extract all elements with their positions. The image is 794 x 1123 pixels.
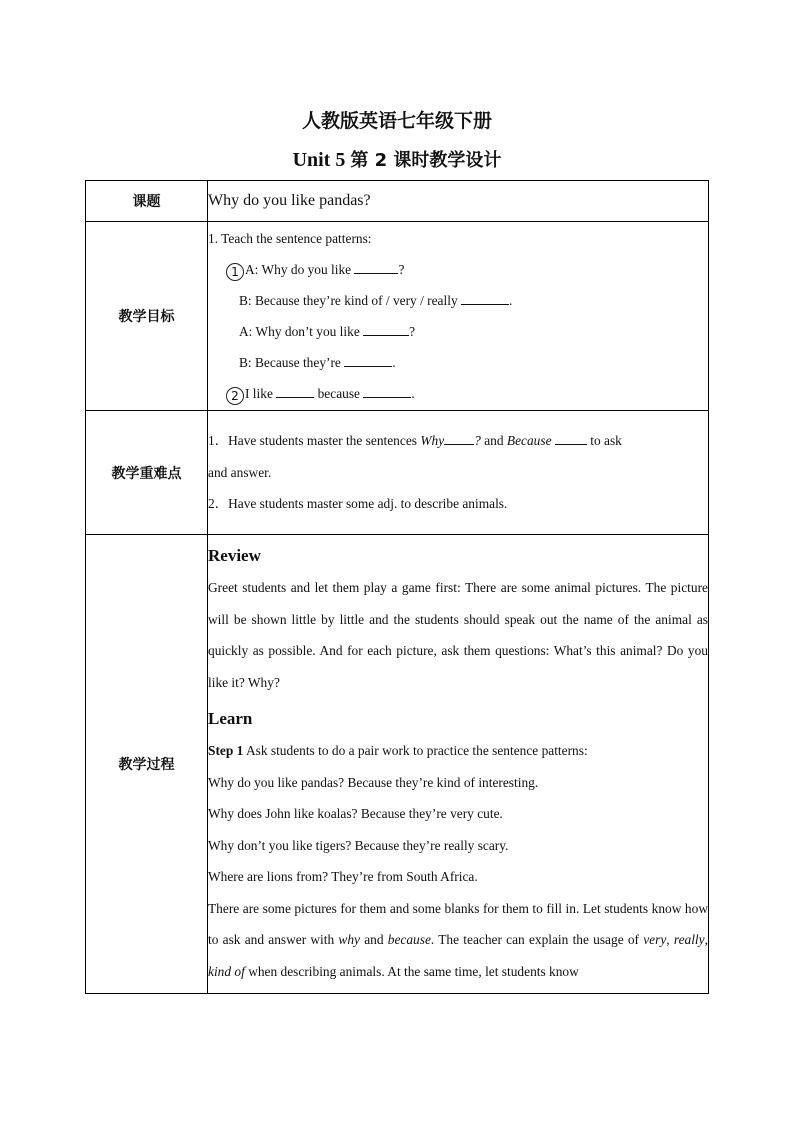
- fill-blank: [363, 323, 409, 336]
- lesson-plan-table: [85, 180, 709, 994]
- review-heading: Review: [208, 546, 261, 565]
- unit-label: Unit 5: [292, 149, 346, 171]
- line-text: and: [364, 932, 384, 947]
- line-text: to ask: [590, 433, 622, 449]
- objective-line-b2: [208, 347, 708, 378]
- line-text: 1．Have students master the sentences: [208, 433, 417, 449]
- circled-number-icon: 2: [226, 387, 244, 405]
- process-label: 教学过程: [86, 535, 208, 994]
- keypoint-2: 2．Have students master some adj. to describe animals.: [208, 496, 508, 512]
- example-line: Why does John like koalas? Because they’re very cute.: [208, 806, 503, 821]
- italic-term: really: [673, 932, 705, 947]
- topic-text: Why do you like pandas?: [208, 192, 371, 209]
- keypoint-1: [208, 425, 708, 488]
- example-line: Why don’t you like tigers? Because they’re really scary.: [208, 837, 509, 853]
- fill-blank: [363, 385, 411, 398]
- italic-term: Why: [420, 433, 445, 449]
- line-text: I like: [245, 386, 273, 401]
- example-line: Why do you like pandas? Because they’re kind of interesting.: [208, 774, 539, 790]
- objectives-cell: [208, 222, 709, 411]
- step-1-line: [208, 735, 708, 767]
- fill-blank: [276, 385, 314, 398]
- process-cell: [208, 535, 709, 994]
- circled-number-icon: 1: [226, 263, 244, 281]
- italic-term: because: [387, 932, 431, 947]
- line-text: ?: [398, 262, 405, 277]
- objective-line-a1: [208, 254, 708, 285]
- line-text: Ask students to do a pair work to practice the sentence patterns:: [245, 743, 588, 758]
- document-subtitle: [0, 146, 794, 172]
- line-text: A: Why do you like: [245, 262, 352, 277]
- fill-blank: [444, 432, 474, 445]
- example-line: Where are lions from? They’re from South Africa.: [208, 869, 478, 884]
- step-label: Step 1: [208, 743, 244, 758]
- line-text: and: [484, 433, 504, 449]
- objectives-intro: 1. Teach the sentence patterns:: [208, 231, 372, 246]
- line-text: and answer.: [208, 464, 272, 480]
- italic-term: very: [643, 932, 667, 947]
- italic-term: why: [338, 932, 360, 947]
- line-text: .: [392, 355, 396, 370]
- objectives-label: 教学目标: [86, 222, 208, 411]
- fill-blank: [555, 432, 587, 445]
- line-text: ?: [409, 324, 416, 339]
- italic-term: kind of: [208, 963, 245, 979]
- line-text: .: [509, 293, 513, 308]
- table-row-topic: [86, 181, 709, 222]
- italic-term: Because: [506, 433, 552, 449]
- objective-line-b1: [208, 285, 708, 316]
- learn-paragraph: There are some pictures for them and some blanks for them to fill in. Let students know how to ask and answer with why and because. The teacher can explain the usage of very, really, kind of when describing animals. At the same time, let students know: [208, 900, 708, 979]
- line-text: There are some pictures for them and some blanks for them to fill in. Let students know how to ask and answer with: [208, 900, 708, 947]
- keypoints-cell: [208, 411, 709, 535]
- table-row-process: [86, 535, 709, 994]
- topic-label: 课题: [86, 181, 208, 222]
- line-text: . The teacher can explain the usage of: [430, 932, 640, 947]
- fill-blank: [354, 261, 398, 274]
- line-text: A: Why don’t you like: [239, 324, 360, 339]
- objective-line-2: [208, 378, 708, 409]
- italic-term: ?: [474, 433, 481, 449]
- objective-line-a2: [208, 316, 708, 347]
- learn-heading: Learn: [208, 709, 253, 728]
- table-row-keypoints: [86, 411, 709, 535]
- keypoints-label: 教学重难点: [86, 411, 208, 535]
- line-text: because: [317, 386, 360, 401]
- fill-blank: [461, 292, 509, 305]
- table-row-objectives: [86, 222, 709, 411]
- review-paragraph: Greet students and let them play a game first: There are some animal pictures. The picture will be shown little by little and the students should speak out the name of the animal as quickly as possible. And for each picture, ask them questions: What’s this animal? Do you like it? Why?: [208, 580, 708, 690]
- line-text: B: Because they’re: [239, 355, 341, 370]
- line-text: when describing animals. At the same time, let students know: [248, 963, 579, 979]
- topic-cell: [208, 181, 709, 222]
- fill-blank: [344, 354, 392, 367]
- document-title: 人教版英语七年级下册: [301, 110, 492, 132]
- line-text: .: [411, 386, 415, 401]
- line-text: B: Because they’re kind of / very / really: [239, 293, 458, 308]
- lesson-label: 第 2 课时教学设计: [350, 150, 502, 171]
